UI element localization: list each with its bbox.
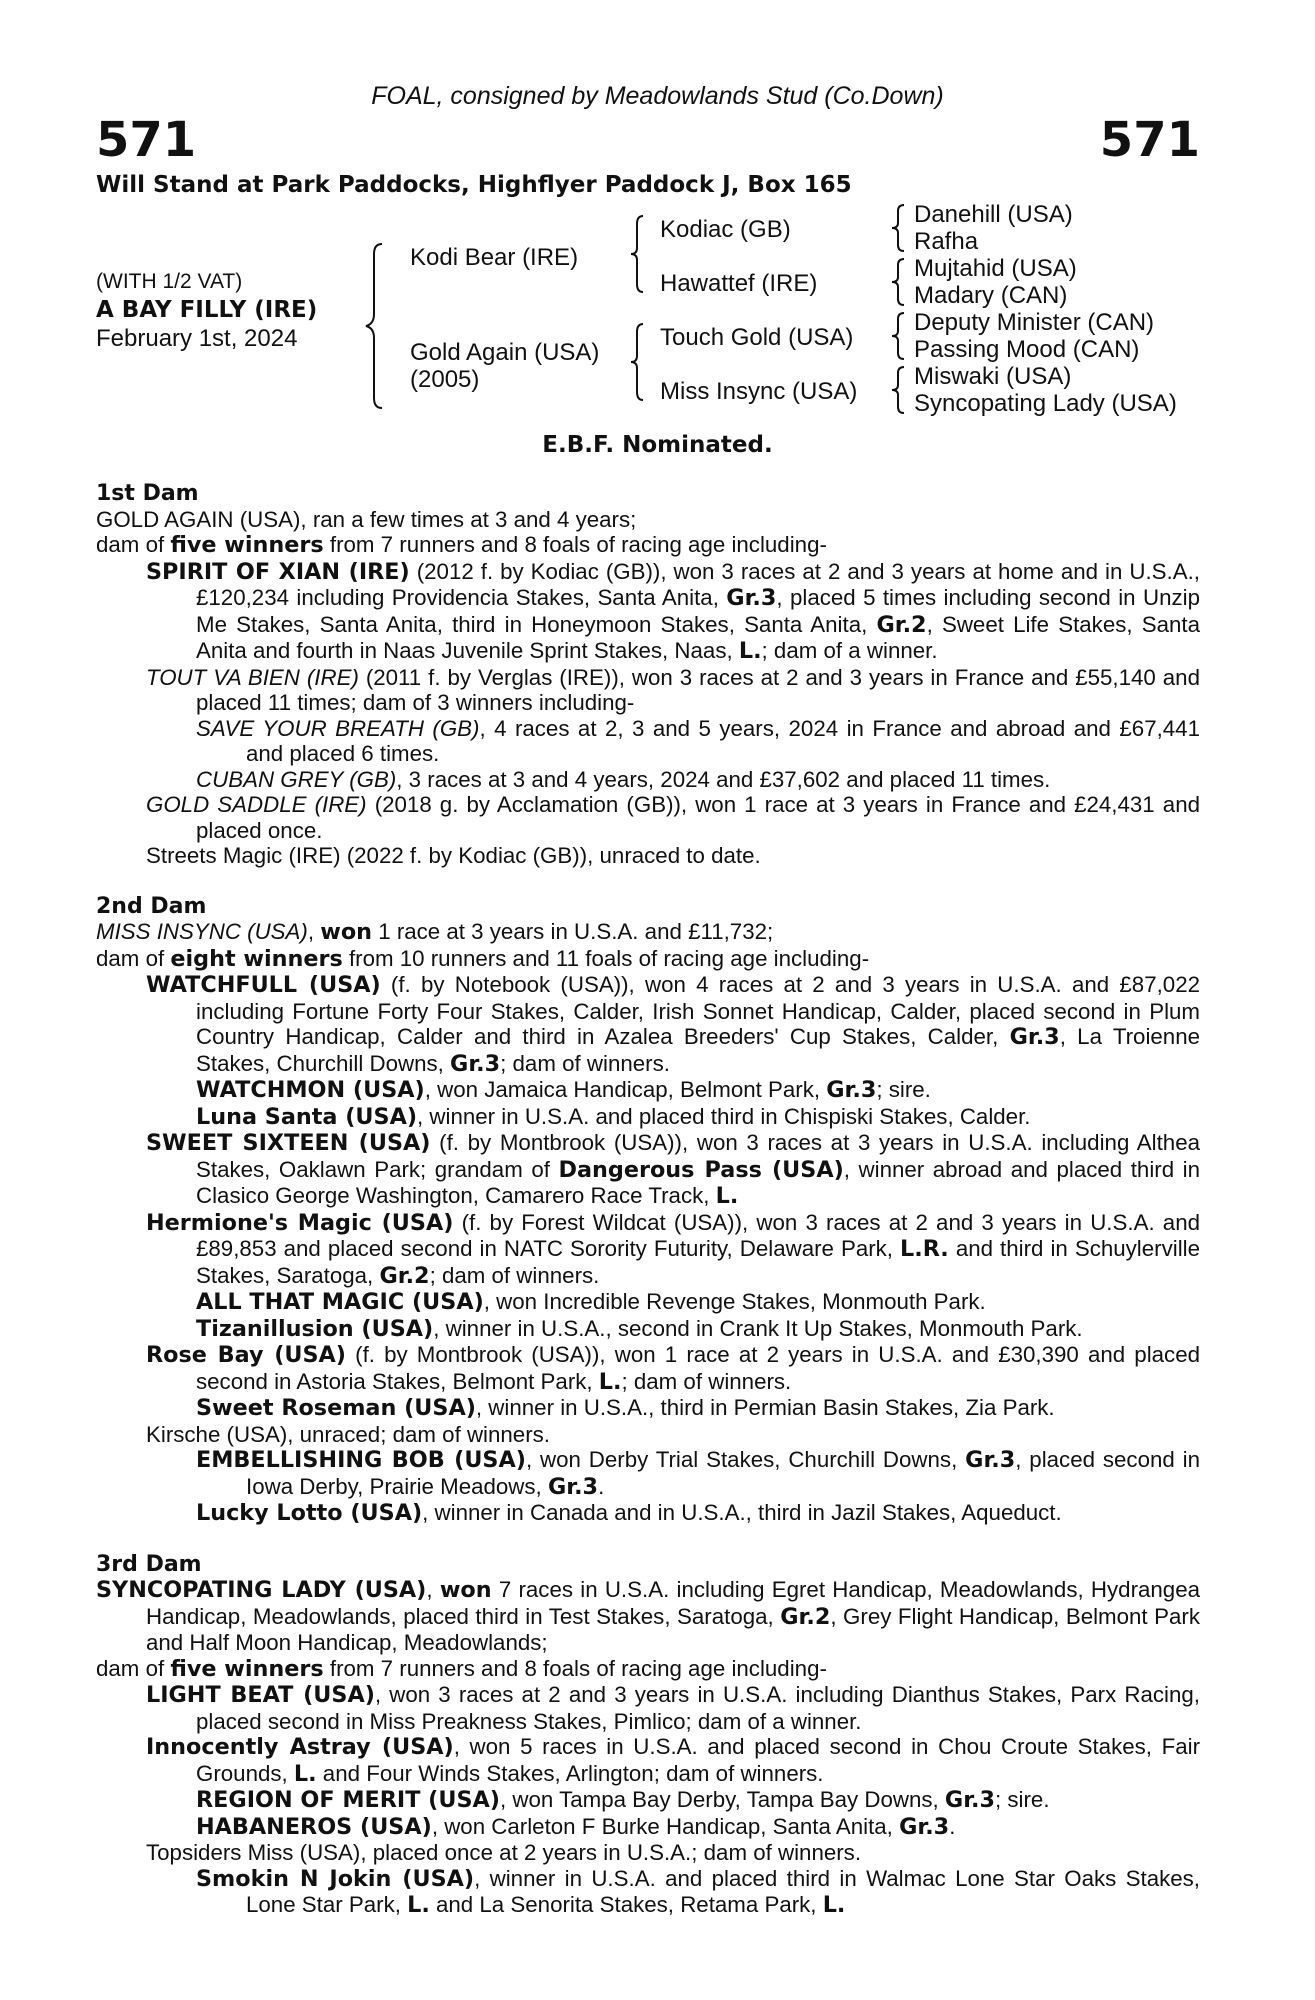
bold-text: Gr.3 <box>1009 1024 1060 1050</box>
pedigree-entry <box>96 1866 1200 1919</box>
bold-text: Gr.2 <box>780 1603 831 1630</box>
bold-text: Gr.3 <box>726 585 777 611</box>
pedigree-entry <box>96 1787 1200 1814</box>
text-run: , <box>426 1577 440 1602</box>
italic-text: GOLD SADDLE (IRE) <box>146 792 367 817</box>
text-run: 7 races in U.S.A. including Egret Handicap, Meadowlands, Hydrangea Handicap, Meadowlands, placed third in Test Stakes, Saratoga, <box>146 1577 1200 1629</box>
sire-sire: Kodiac (GB) <box>660 216 791 243</box>
g4-deputy-minister: Deputy Minister (CAN) <box>914 309 1155 336</box>
bold-text: Gr.3 <box>450 1050 501 1077</box>
text-run: , winner abroad and placed third in Clasico George Washington, Camarero Race Track, <box>196 1156 1200 1208</box>
family-details <box>96 481 1200 1919</box>
text-run: , <box>307 919 321 944</box>
bold-text: five winners <box>170 1655 324 1682</box>
dam-sire: Touch Gold (USA) <box>660 324 854 351</box>
text-run: (2018 g. by Acclamation (GB)), won 1 race at 3 years in France and £24,431 and placed once. <box>196 792 1200 843</box>
bold-text: Gr.3 <box>899 1813 950 1840</box>
italic-text: SAVE YOUR BREATH (GB) <box>196 715 480 741</box>
text-run: , placed 5 times including second in Unzip Me Stakes, Santa Anita, third in Honeymoon Stakes, Santa Anita, <box>196 585 1200 637</box>
dam-year: (2005) <box>410 366 480 393</box>
pedigree-entry <box>96 1289 1200 1316</box>
pedigree-entry <box>96 1210 1200 1290</box>
pedigree-entry <box>96 792 1200 843</box>
pedigree-entry <box>96 532 1200 559</box>
bold-text: won <box>320 919 373 945</box>
pedigree-entry <box>96 1395 1200 1422</box>
text-run: , won Tampa Bay Derby, Tampa Bay Downs, <box>499 1787 945 1812</box>
pedigree-entry <box>96 1840 1200 1866</box>
text-run: ; sire. <box>876 1077 931 1102</box>
bold-text: Tizanillusion (USA) <box>196 1315 434 1342</box>
text-run: ; dam of winners. <box>621 1368 792 1394</box>
brace-g4-4 <box>888 364 910 416</box>
bold-text: REGION OF MERIT (USA) <box>196 1787 500 1813</box>
bold-text: Hermione's Magic (USA) <box>146 1209 454 1236</box>
pedigree-entry <box>96 843 1200 869</box>
g4-passing-mood: Passing Mood (CAN) <box>914 336 1140 363</box>
text-run: Kirsche (USA), unraced; dam of winners. <box>146 1421 550 1447</box>
text-run: dam of <box>96 1655 171 1681</box>
bold-text: Gr.2 <box>379 1262 430 1289</box>
pedigree-entry <box>96 767 1200 793</box>
sire-dam-brace <box>360 238 390 413</box>
bold-text: Gr.3 <box>826 1077 877 1103</box>
bold-text: Innocently Astray (USA) <box>146 1734 454 1760</box>
g4-syncopating-lady: Syncopating Lady (USA) <box>914 390 1177 417</box>
text-run: and third in Schuylerville Stakes, Saratoga, <box>196 1236 1200 1288</box>
brace-g4-2 <box>888 256 910 308</box>
section-heading: 1st Dam <box>96 481 199 506</box>
bold-text: eight winners <box>170 945 343 972</box>
text-run: , placed second in Iowa Derby, Prairie Meadows, <box>246 1447 1200 1499</box>
text-run: , won Derby Trial Stakes, Churchill Downs, <box>525 1447 966 1472</box>
text-run: , winner in U.S.A., second in Crank It Up Stakes, Monmouth Park. <box>433 1315 1083 1341</box>
text-run: . <box>598 1473 605 1499</box>
bold-text: five winners <box>170 532 324 558</box>
bold-text: won <box>439 1577 492 1603</box>
bold-text: Gr.3 <box>944 1787 995 1813</box>
bold-text: L. <box>822 1892 846 1918</box>
stand-line: Will Stand at Park Paddocks, Highflyer Paddock J, Box 165 <box>96 172 852 198</box>
lot-number-right: 571 <box>1099 112 1200 168</box>
bold-text: EMBELLISHING BOB (USA) <box>196 1447 526 1473</box>
pedigree-entry <box>96 559 1200 665</box>
pedigree-entry <box>96 507 1200 533</box>
pedigree-entry <box>96 1422 1200 1448</box>
pedigree-entry <box>96 665 1200 716</box>
pedigree-entry <box>96 1682 1200 1734</box>
pedigree-entry <box>96 946 1200 973</box>
bold-text: Gr.3 <box>547 1473 599 1500</box>
text-run: , La Troienne Stakes, Churchill Downs, <box>196 1024 1201 1076</box>
ebf-nominated: E.B.F. Nominated. <box>542 432 773 458</box>
text-run: ; dam of winners. <box>500 1050 670 1076</box>
text-run: Topsiders Miss (USA), placed once at 2 years in U.S.A.; dam of winners. <box>146 1840 862 1865</box>
italic-text: CUBAN GREY (GB) <box>196 766 397 792</box>
text-run: , winner in U.S.A. and placed third in Walmac Lone Star Oaks Stakes, Lone Star Park, <box>246 1865 1200 1917</box>
g4-madary: Madary (CAN) <box>914 282 1068 309</box>
section-gap <box>96 869 1200 894</box>
bold-text: Gr.2 <box>876 611 927 638</box>
pedigree-entry <box>96 1500 1200 1527</box>
subject-name: A BAY FILLY (IRE) <box>96 297 318 323</box>
bold-text: L. <box>598 1368 622 1395</box>
bold-text: ALL THAT MAGIC (USA) <box>196 1289 484 1315</box>
g4-rafha: Rafha <box>914 228 979 255</box>
text-run: , Sweet Life Stakes, Santa Anita and fourth in Naas Juvenile Sprint Stakes, Naas, <box>196 611 1201 663</box>
pedigree-entry <box>96 1656 1200 1683</box>
dam-name: Gold Again (USA) <box>410 339 600 366</box>
bold-text: LIGHT BEAT (USA) <box>146 1682 375 1708</box>
pedigree-entry <box>96 1734 1200 1787</box>
pedigree-entry <box>96 1130 1200 1210</box>
bold-text: L. <box>293 1760 317 1787</box>
text-run: (f. by Notebook (USA)), won 4 races at 2 and 3 years in U.S.A. and £87,022 including Fortune Forty Four Stakes, Calder, Irish Sonnet Handicap, Calder, placed second in Plum Country Handicap, Calder and third in Azalea Breeders' Cup Stakes, Calder, <box>196 972 1200 1049</box>
text-run: from 7 runners and 8 foals of racing age including- <box>323 1655 827 1681</box>
text-run: dam of <box>96 945 171 971</box>
lot-number-left: 571 <box>96 112 197 168</box>
text-run: , won Carleton F Burke Handicap, Santa Anita, <box>431 1813 900 1839</box>
text-run: (2011 f. by Verglas (IRE)), won 3 races at 2 and 3 years in France and £55,140 and placed 11 times; dam of 3 winners including- <box>196 664 1200 715</box>
text-run: , Grey Flight Handicap, Belmont Park and Half Moon Handicap, Meadowlands; <box>146 1603 1200 1655</box>
g4-danehill: Danehill (USA) <box>914 201 1073 228</box>
pedigree-entry <box>96 1577 1200 1656</box>
text-run: and Four Winds Stakes, Arlington; dam of winners. <box>316 1760 824 1786</box>
bold-text: WATCHFULL (USA) <box>146 972 381 998</box>
bold-text: SPIRIT OF XIAN (IRE) <box>146 558 410 585</box>
pedigree-entry <box>96 1342 1200 1395</box>
bold-text: WATCHMON (USA) <box>196 1077 425 1103</box>
dam-line-brace <box>627 320 649 404</box>
italic-text: TOUT VA BIEN (IRE) <box>146 664 359 690</box>
brace-g4-1 <box>888 202 910 254</box>
text-run: dam of <box>96 532 171 557</box>
text-run: , winner in U.S.A., third in Permian Basin Stakes, Zia Park. <box>475 1395 1055 1420</box>
dam-dam: Miss Insync (USA) <box>660 378 858 405</box>
bold-text: Lucky Lotto (USA) <box>196 1500 423 1526</box>
bold-text: L. <box>715 1183 739 1209</box>
sire-line-brace <box>627 212 649 296</box>
sire-name: Kodi Bear (IRE) <box>410 244 579 271</box>
bold-text: Smokin N Jokin (USA) <box>196 1865 475 1892</box>
bold-text: Gr.3 <box>965 1447 1016 1473</box>
text-run: , won Incredible Revenge Stakes, Monmouth Park. <box>483 1289 986 1314</box>
text-run: , 3 races at 3 and 4 years, 2024 and £37,602 and placed 11 times. <box>396 766 1051 792</box>
text-run: . <box>949 1813 956 1839</box>
text-run: from 7 runners and 8 foals of racing age including- <box>323 532 827 557</box>
pedigree-entry <box>96 1447 1200 1500</box>
consignor-line: FOAL, consigned by Meadowlands Stud (Co.Down) <box>371 82 944 110</box>
pedigree-entry <box>96 716 1200 767</box>
pedigree-entry <box>96 919 1200 946</box>
text-run: , won 5 races in U.S.A. and placed second in Chou Croute Stakes, Fair Grounds, <box>196 1734 1201 1786</box>
pedigree-entry <box>96 1316 1200 1343</box>
text-run: ; dam of winners. <box>429 1262 600 1288</box>
text-run: ; dam of a winner. <box>761 638 938 663</box>
bold-text: L.R. <box>900 1236 949 1262</box>
text-run: and La Senorita Stakes, Retama Park, <box>429 1892 823 1917</box>
pedigree-entry <box>96 1077 1200 1104</box>
sire-dam: Hawattef (IRE) <box>660 270 818 297</box>
bold-text: Luna Santa (USA) <box>196 1103 418 1130</box>
text-run: ; sire. <box>995 1787 1050 1812</box>
text-run: 1 race at 3 years in U.S.A. and £11,732; <box>372 919 774 944</box>
g4-mujtahid: Mujtahid (USA) <box>914 255 1077 282</box>
text-run: , 4 races at 2, 3 and 5 years, 2024 in France and abroad and £67,441 and placed 6 times. <box>246 715 1200 766</box>
bold-text: L. <box>738 638 762 664</box>
section-heading: 3rd Dam <box>96 1551 202 1577</box>
pedigree-entry <box>96 1814 1200 1841</box>
section-heading: 2nd Dam <box>96 893 207 919</box>
bold-text: Dangerous Pass (USA) <box>558 1156 844 1183</box>
text-run: (2012 f. by Kodiac (GB)), won 3 races at 2 and 3 years at home and in U.S.A., £120,234 including Providencia Stakes, Santa Anita, <box>196 558 1200 610</box>
bold-text: SYNCOPATING LADY (USA) <box>96 1577 427 1603</box>
text-run: , won Jamaica Handicap, Belmont Park, <box>424 1077 827 1102</box>
text-run: (f. by Forest Wildcat (USA)), won 3 races at 2 and 3 years in U.S.A. and £89,853 and placed second in NATC Sorority Futurity, Delaware Park, <box>196 1209 1201 1261</box>
text-run: (f. by Montbrook (USA)), won 3 races at 3 years in U.S.A. including Althea Stakes, Oaklawn Park; grandam of <box>196 1130 1200 1182</box>
vat-note: (WITH 1/2 VAT) <box>96 270 243 293</box>
bold-text: Sweet Roseman (USA) <box>196 1395 476 1421</box>
text-run: , winner in U.S.A. and placed third in Chispiski Stakes, Calder. <box>417 1103 1031 1129</box>
brace-g4-3 <box>888 310 910 362</box>
bold-text: L. <box>407 1892 430 1918</box>
text-run: , winner in Canada and in U.S.A., third in Jazil Stakes, Aqueduct. <box>422 1500 1062 1525</box>
italic-text: MISS INSYNC (USA) <box>96 919 308 944</box>
text-run: , won 3 races at 2 and 3 years in U.S.A. including Dianthus Stakes, Parx Racing, placed second in Miss Preakness Stakes, Pimlico; dam of a winner. <box>196 1682 1200 1734</box>
text-run: (f. by Montbrook (USA)), won 1 race at 2 years in U.S.A. and £30,390 and placed second in Astoria Stakes, Belmont Park, <box>196 1342 1200 1394</box>
section-gap <box>96 1527 1200 1552</box>
subject-foaled: February 1st, 2024 <box>96 325 298 352</box>
bold-text: Rose Bay (USA) <box>146 1342 346 1368</box>
pedigree-entry <box>96 972 1200 1077</box>
g4-miswaki: Miswaki (USA) <box>914 363 1072 390</box>
text-run: Streets Magic (IRE) (2022 f. by Kodiac (GB)), unraced to date. <box>146 843 761 868</box>
pedigree-entry <box>96 1104 1200 1131</box>
text-run: from 10 runners and 11 foals of racing age including- <box>342 945 870 971</box>
bold-text: HABANEROS (USA) <box>196 1813 432 1840</box>
bold-text: SWEET SIXTEEN (USA) <box>146 1130 431 1156</box>
text-run: GOLD AGAIN (USA), ran a few times at 3 and 4 years; <box>96 506 637 532</box>
